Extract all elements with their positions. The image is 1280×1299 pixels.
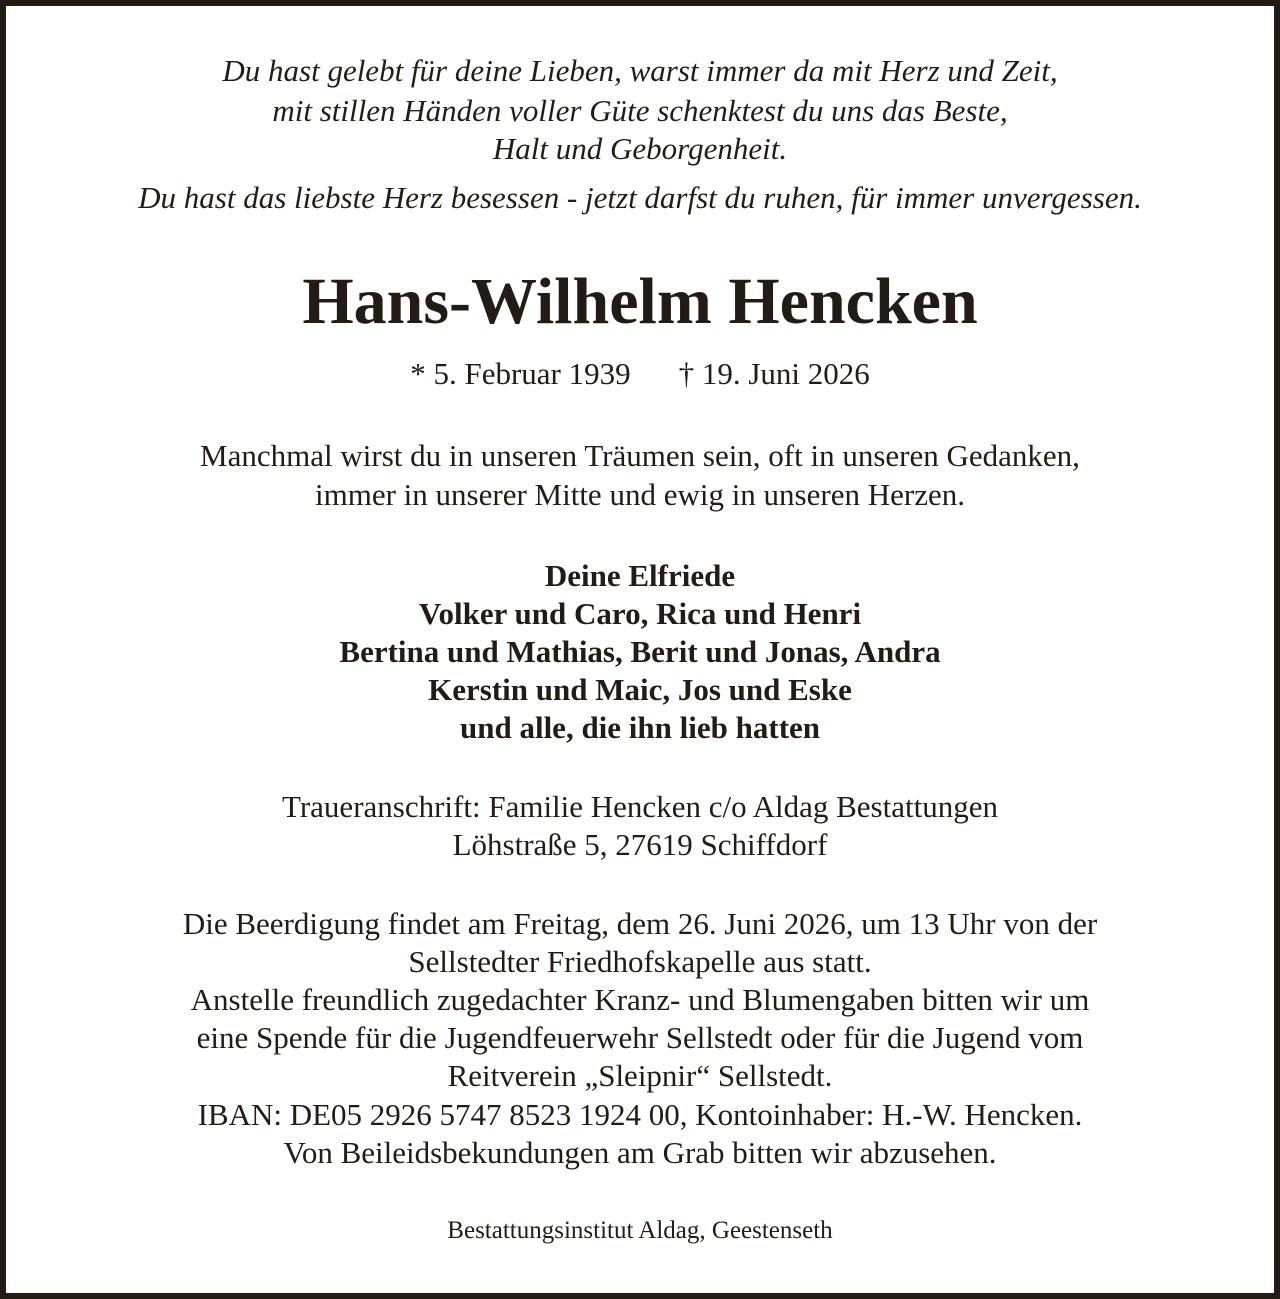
deceased-name: Hans-Wilhelm Hencken	[302, 265, 978, 338]
quote-line: Manchmal wirst du in unseren Träumen sein, oft in unseren Gedanken,	[200, 438, 1080, 473]
verse-line: Du hast gelebt für deine Lieben, warst immer da mit Herz und Zeit,	[222, 53, 1058, 88]
birth-date: * 5. Februar 1939	[410, 356, 631, 391]
mourner-line: Volker und Caro, Rica und Henri	[418, 596, 862, 631]
death-date: † 19. Juni 2026	[678, 356, 870, 391]
life-dates	[6, 356, 1274, 392]
verse-line: Du hast das liebste Herz besessen - jetzt darfst du ruhen, für immer unvergessen.	[138, 180, 1142, 215]
funeral-line: Sellstedter Friedhofskapelle aus statt.	[408, 944, 872, 979]
address-line: Traueranschrift: Familie Hencken c/o Aldag Bestattungen	[282, 789, 998, 824]
verse-line: mit stillen Händen voller Güte schenktest du uns das Beste,	[272, 93, 1008, 128]
mourner-line: Kerstin und Maic, Jos und Eske	[428, 672, 852, 707]
funeral-line: Von Beileidsbekundungen am Grab bitten wir abzusehen.	[283, 1135, 997, 1170]
funeral-line: Die Beerdigung findet am Freitag, dem 26. Juni 2026, um 13 Uhr von der	[182, 906, 1098, 941]
quote-line: immer in unserer Mitte und ewig in unseren Herzen.	[315, 477, 965, 512]
mourner-line: Deine Elfriede	[544, 558, 736, 593]
undertaker-credit: Bestattungsinstitut Aldag, Geestenseth	[447, 1217, 833, 1244]
address-line: Löhstraße 5, 27619 Schiffdorf	[452, 827, 828, 862]
funeral-line: Anstelle freundlich zugedachter Kranz- und Blumengaben bitten wir um	[190, 982, 1090, 1017]
funeral-line: Reitverein „Sleipnir“ Sellstedt.	[447, 1058, 833, 1093]
verse-line: Halt und Geborgenheit.	[492, 131, 788, 166]
mourner-line: Bertina und Mathias, Berit und Jonas, Andra	[339, 634, 941, 669]
mourner-line: und alle, die ihn lieb hatten	[459, 710, 821, 745]
funeral-line: eine Spende für die Jugendfeuerwehr Sellstedt oder für die Jugend vom	[196, 1020, 1084, 1055]
funeral-line: IBAN: DE05 2926 5747 8523 1924 00, Kontoinhaber: H.-W. Hencken.	[197, 1097, 1083, 1132]
